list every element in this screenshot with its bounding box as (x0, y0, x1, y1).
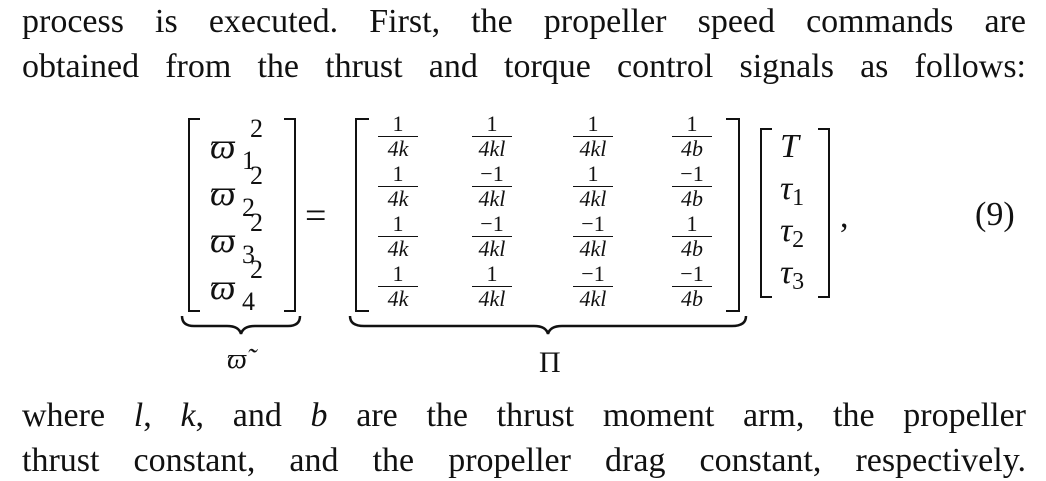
matrix-cell-4-4: −1 4b (672, 263, 712, 310)
lhs-sup: 2 (250, 208, 263, 237)
equation-number: (9) (975, 196, 1015, 233)
matrix-brace-label: Π (539, 346, 561, 379)
matrix-cell-3-2: −1 4kl (472, 213, 512, 260)
lhs-underbrace (182, 316, 300, 334)
matrix-cell-3-4: 1 4b (672, 213, 712, 260)
matrix-cell-1-1: 1 4k (378, 113, 418, 160)
lhs-sub: 4 (242, 287, 255, 316)
rhs-entry-1: T (780, 128, 799, 165)
lhs-sup: 2 (250, 114, 263, 143)
matrix-cell-2-3: 1 4kl (573, 163, 613, 210)
omega-symbol: ϖ (210, 267, 236, 307)
matrix-cell-1-3: 1 4kl (573, 113, 613, 160)
lhs-sub: 3 (242, 240, 255, 269)
paragraph-line-4: thrust constant, and the propeller drag constant, respectively. (22, 442, 1026, 479)
matrix-underbrace (350, 316, 746, 334)
paragraph-line-3: where l, k, and b are the thrust moment arm, the propeller (22, 397, 1026, 434)
lhs-sub: 1 (242, 146, 255, 175)
equals-sign: = (305, 195, 327, 237)
equation-comma: , (840, 198, 849, 235)
matrix-cell-1-4: 1 4b (672, 113, 712, 160)
rhs-entry-2: τ1 (780, 170, 805, 211)
rhs-entry-4: τ3 (780, 254, 805, 295)
omega-symbol: ϖ (210, 173, 236, 213)
lhs-sup: 2 (250, 161, 263, 190)
matrix-cell-4-1: 1 4k (378, 263, 418, 310)
matrix-cell-2-2: −1 4kl (472, 163, 512, 210)
matrix-cell-3-1: 1 4k (378, 213, 418, 260)
paragraph-line-1: process is executed. First, the propeller speed commands are (22, 3, 1026, 40)
lhs-brace-label: ϖ̃ (227, 344, 247, 375)
omega-symbol: ϖ (210, 220, 236, 260)
matrix-cell-4-2: 1 4kl (472, 263, 512, 310)
matrix-cell-4-3: −1 4kl (573, 263, 613, 310)
matrix-cell-2-1: 1 4k (378, 163, 418, 210)
matrix-cell-3-3: −1 4kl (573, 213, 613, 260)
matrix-cell-2-4: −1 4b (672, 163, 712, 210)
lhs-sup: 2 (250, 255, 263, 284)
omega-symbol: ϖ (210, 126, 236, 166)
rhs-entry-3: τ2 (780, 212, 805, 253)
matrix-cell-1-2: 1 4kl (472, 113, 512, 160)
paragraph-line-2: obtained from the thrust and torque control signals as follows: (22, 48, 1026, 85)
lhs-sub: 2 (242, 193, 255, 222)
